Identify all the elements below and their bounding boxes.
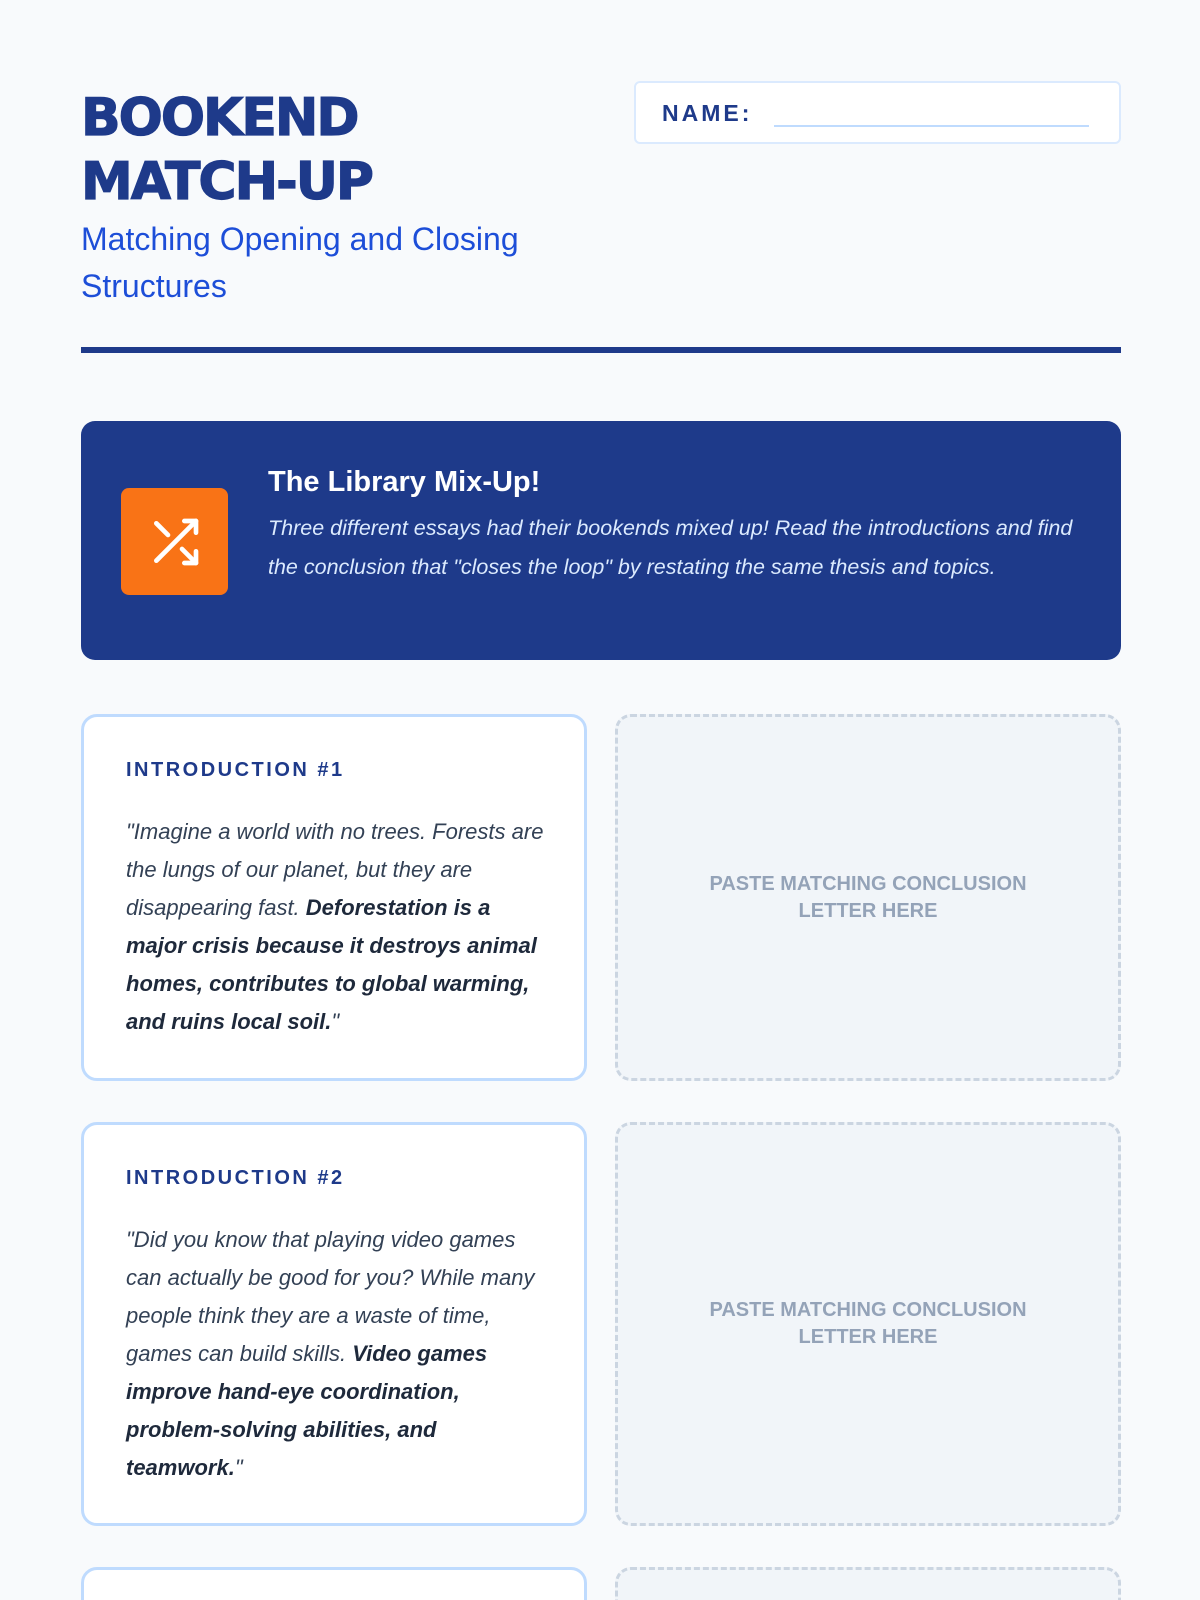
name-field[interactable] (634, 81, 1121, 144)
introduction-card (81, 1122, 587, 1526)
introduction-text-plain: "Did you know that playing video games can actually be good for you? While many people think they are a waste of time, games can build skills. (126, 1227, 535, 1366)
drop-zone-label: PASTE MATCHING CONCLUSION LETTER HERE (709, 872, 1027, 922)
page-title (81, 86, 561, 214)
banner-instructions: Three different essays had their bookends mixed up! Read the introductions and find the conclusion that "closes the loop" by restating the same thesis and topics. (268, 516, 1073, 579)
introduction-text (126, 1221, 546, 1487)
instructions-banner (81, 421, 1121, 660)
drop-zone-label: PASTE MATCHING CONCLUSION LETTER HERE (709, 1299, 1027, 1348)
title-line-1: BOOKEND (81, 88, 358, 148)
match-row (81, 1567, 1121, 1600)
shuffle-icon (121, 488, 228, 595)
introduction-card (81, 1567, 587, 1600)
header-divider (81, 347, 1121, 353)
introduction-card (81, 714, 587, 1081)
match-row (81, 714, 1121, 1081)
title-line-2: MATCH-UP (81, 152, 373, 212)
introduction-text-end: " (331, 1009, 340, 1034)
worksheet-header (81, 86, 1121, 306)
conclusion-drop-zone[interactable] (615, 1567, 1121, 1600)
name-label: NAME: (662, 100, 753, 126)
introduction-text (126, 813, 546, 1041)
introduction-thesis: Deforestation is a major crisis because it destroys animal homes, contributes to global warming, and ruins local soil. (126, 895, 537, 1034)
introduction-label: INTRODUCTION #2 (126, 1167, 345, 1189)
introduction-thesis: Video games improve hand-eye coordination, problem-solving abilities, and teamwork. (126, 1341, 488, 1480)
banner-title: The Library Mix-Up! (268, 466, 541, 498)
introduction-label: INTRODUCTION #1 (126, 759, 345, 781)
page-subtitle: Matching Opening and Closing Structures (81, 221, 519, 304)
introduction-text-end: " (234, 1455, 243, 1480)
conclusion-drop-zone[interactable] (615, 714, 1121, 1081)
name-input-line[interactable] (774, 125, 1089, 127)
conclusion-drop-zone[interactable] (615, 1122, 1121, 1526)
match-row (81, 1122, 1121, 1526)
introduction-text-plain: "Imagine a world with no trees. Forests are the lungs of our planet, but they are disappearing fast. (126, 819, 544, 920)
